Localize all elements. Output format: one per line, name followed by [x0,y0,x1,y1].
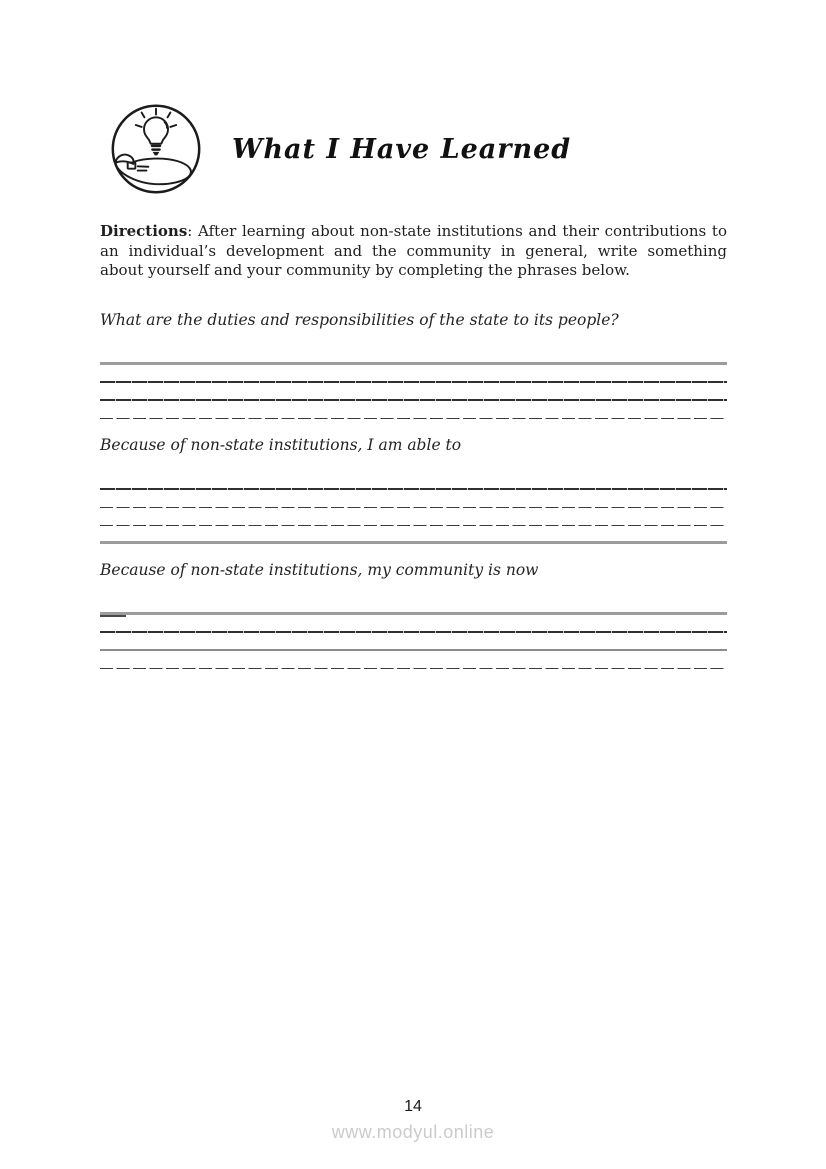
answer-line [100,615,727,633]
answer-line [100,651,727,669]
answer-lines [100,597,727,669]
directions-text: : After learning about non-state institutions and their contributions to an individual’s development and the community in general, write something about yourself and your community by completing the phrases below. [100,222,727,279]
question-section-3 [100,560,727,669]
question-prompt: What are the duties and responsibilities of the state to its people? [100,311,619,329]
answer-line [100,633,727,651]
answer-line [100,401,727,419]
lightbulb-in-hand-icon [108,100,204,198]
answer-line [100,472,727,490]
answer-lines [100,347,727,419]
watermark-text: www.modyul.online [331,1122,495,1142]
answer-line [100,365,727,383]
answer-line [100,490,727,508]
answer-line [100,526,727,544]
question-prompt: Because of non-state institutions, I am able to [100,436,462,454]
answer-line [100,508,727,526]
directions-label: Directions [100,222,188,240]
page-title: What I Have Learned [232,133,572,165]
question-prompt: Because of non-state institutions, my community is now [100,561,539,579]
page-number: 14 [404,1098,422,1115]
answer-line [100,383,727,401]
directions-paragraph [100,222,727,281]
answer-line [100,597,727,615]
section-header [108,100,571,198]
answer-lines [100,472,727,544]
question-section-2 [100,435,727,544]
answer-line [100,347,727,365]
question-section-1 [100,310,727,419]
